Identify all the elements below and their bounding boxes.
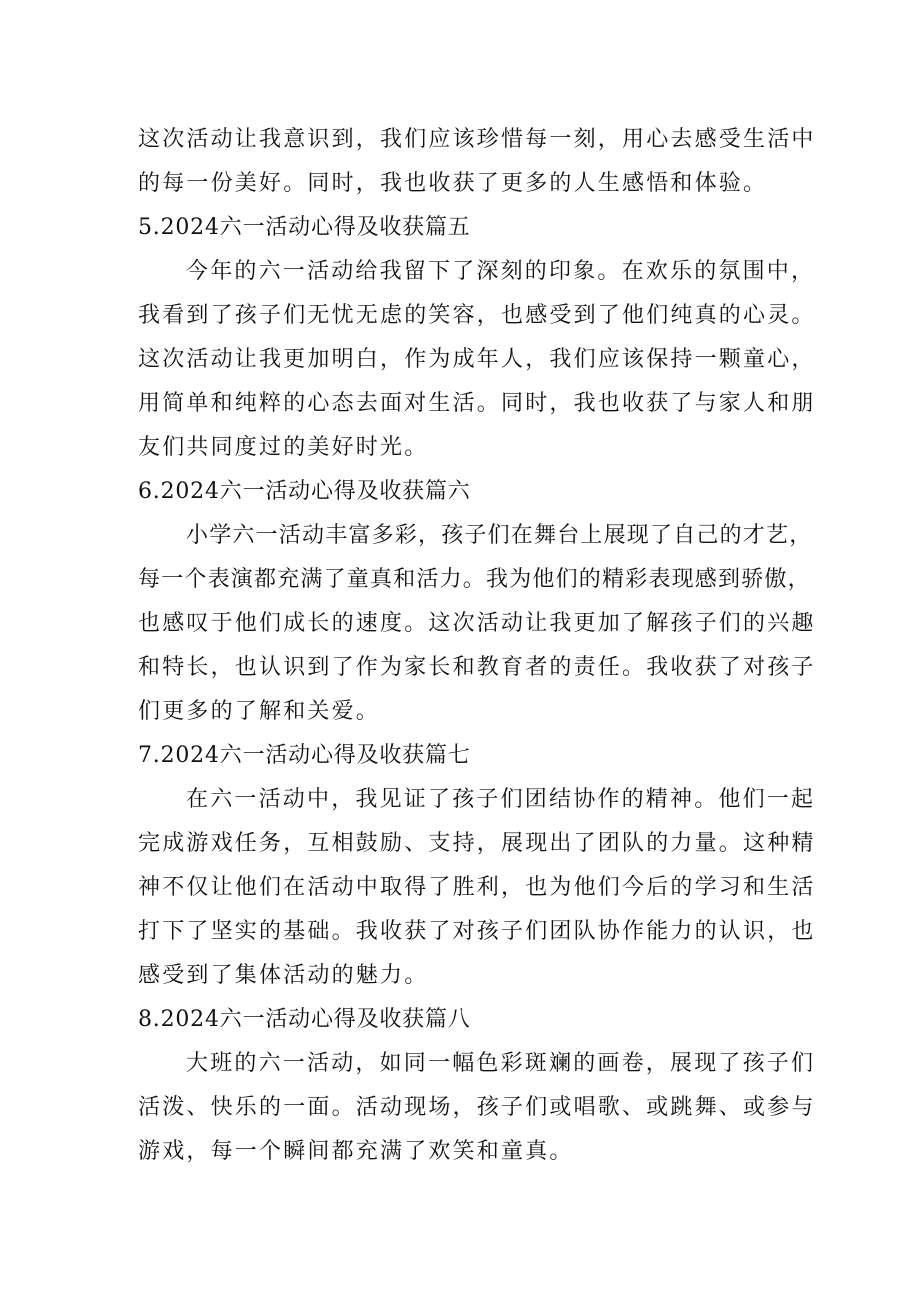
paragraph-line: 在六一活动中，我见证了孩子们团结协作的精神。他们一起 xyxy=(186,787,816,812)
paragraph-line: 们更多的了解和关爱。 xyxy=(138,699,381,724)
paragraph-line: 每一个表演都充满了童真和活力。我为他们的精彩表现感到骄傲， xyxy=(138,567,811,592)
paragraph-line: 游戏，每一个瞬间都充满了欢笑和童真。 xyxy=(138,1139,574,1164)
paragraph-line: 活泼、快乐的一面。活动现场，孩子们或唱歌、或跳舞、或参与 xyxy=(138,1095,816,1120)
paragraph-line: 也感叹于他们成长的速度。这次活动让我更加了解孩子们的兴趣 xyxy=(138,611,816,636)
paragraph-line: 这次活动让我意识到，我们应该珍惜每一刻，用心去感受生活中 xyxy=(138,127,816,152)
section-heading: 6.2024六一活动心得及收获篇六 xyxy=(138,479,471,504)
paragraph-line: 完成游戏任务，互相鼓励、支持，展现出了团队的力量。这种精 xyxy=(138,831,816,856)
section-7 xyxy=(138,734,816,998)
paragraph-line: 感受到了集体活动的魅力。 xyxy=(138,963,429,988)
section-heading: 8.2024六一活动心得及收获篇八 xyxy=(138,1007,471,1032)
paragraph-line: 大班的六一活动，如同一幅色彩斑斓的画卷，展现了孩子们 xyxy=(186,1051,816,1076)
paragraph-line: 小学六一活动丰富多彩，孩子们在舞台上展现了自己的才艺， xyxy=(186,523,813,548)
paragraph-line: 我看到了孩子们无忧无虑的笑容，也感受到了他们纯真的心灵。 xyxy=(138,303,816,328)
paragraph-line: 今年的六一活动给我留下了深刻的印象。在欢乐的氛围中， xyxy=(186,259,816,284)
paragraph-line: 和特长，也认识到了作为家长和教育者的责任。我收获了对孩子 xyxy=(138,655,816,680)
document-body xyxy=(138,118,816,1174)
section-5 xyxy=(138,206,816,470)
intro-paragraph xyxy=(138,118,816,206)
paragraph-line: 神不仅让他们在活动中取得了胜利，也为他们今后的学习和生活 xyxy=(138,875,816,900)
section-heading: 5.2024六一活动心得及收获篇五 xyxy=(138,215,471,240)
paragraph-line: 这次活动让我更加明白，作为成年人，我们应该保持一颗童心， xyxy=(138,347,816,372)
paragraph-line: 友们共同度过的美好时光。 xyxy=(138,435,429,460)
paragraph-line: 打下了坚实的基础。我收获了对孩子们团队协作能力的认识，也 xyxy=(138,919,816,944)
paragraph-line: 的每一份美好。同时，我也收获了更多的人生感悟和体验。 xyxy=(138,171,768,196)
section-6 xyxy=(138,470,816,734)
section-heading: 7.2024六一活动心得及收获篇七 xyxy=(138,743,471,768)
paragraph-line: 用简单和纯粹的心态去面对生活。同时，我也收获了与家人和朋 xyxy=(138,391,816,416)
section-8 xyxy=(138,998,816,1174)
